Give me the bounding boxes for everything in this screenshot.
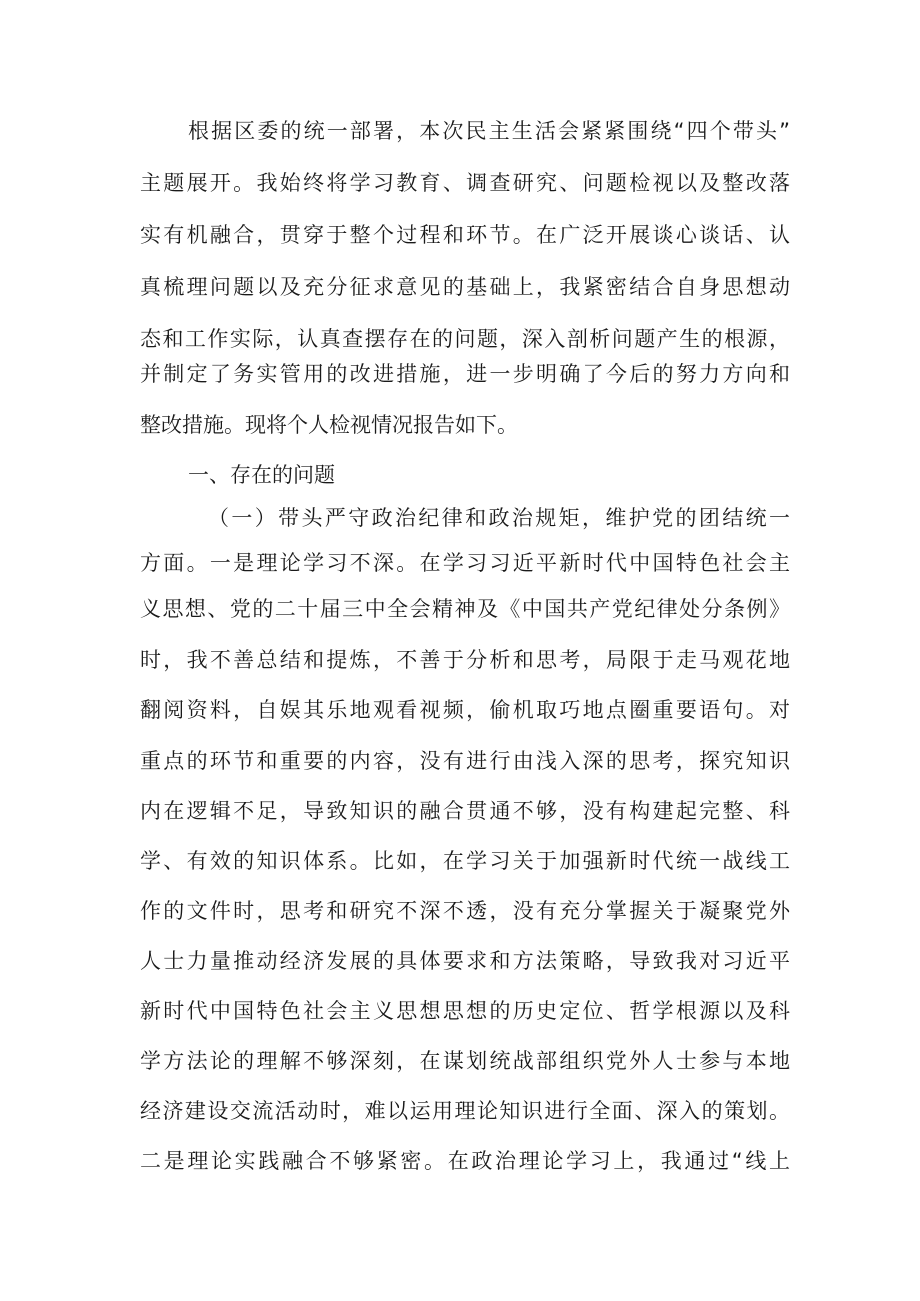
intro-line-1: 根据区委的统一部署，本次民主生活会紧紧围绕“四个带头” [188, 119, 790, 143]
body-line-10: 人士力量推动经济发展的具体要求和方法策略，导致我对习近平 [140, 949, 790, 973]
intro-line-6: 并制定了务实管用的改进措施，进一步明确了今后的努力方向和 [140, 362, 790, 386]
body-line-4: 时，我不善总结和提炼，不善于分析和思考，局限于走马观花地 [140, 648, 790, 672]
body-line-12: 学方法论的理解不够深刻，在谋划统战部组织党外人士参与本地 [140, 1049, 790, 1073]
intro-line-4: 真梳理问题以及充分征求意见的基础上，我紧密结合自身思想动 [140, 275, 790, 299]
body-line-1: （一）带头严守政治纪律和政治规矩，维护党的团结统一 [208, 506, 790, 530]
body-line-8: 学、有效的知识体系。比如，在学习关于加强新时代统一战线工 [140, 849, 790, 873]
section-heading: 一、存在的问题 [188, 463, 335, 487]
body-line-5: 翻阅资料，自娱其乐地观看视频，偷机取巧地点圈重要语句。对 [140, 698, 790, 722]
body-line-3: 义思想、党的二十届三中全会精神及《中国共产党纪律处分条例》 [140, 597, 790, 621]
intro-line-3: 实有机融合，贯穿于整个过程和环节。在广泛开展谈心谈话、认 [140, 223, 790, 247]
intro-line-5: 态和工作实际，认真查摆存在的问题，深入剖析问题产生的根源， [140, 327, 790, 351]
body-line-9: 作的文件时，思考和研究不深不透，没有充分掌握关于凝聚党外 [140, 899, 790, 923]
body-line-6: 重点的环节和重要的内容，没有进行由浅入深的思考，探究知识 [140, 749, 790, 773]
intro-line-7: 整改措施。现将个人检视情况报告如下。 [140, 413, 518, 437]
body-line-11: 新时代中国特色社会主义思想思想的历史定位、哲学根源以及科 [140, 999, 790, 1023]
body-line-13: 经济建设交流活动时，难以运用理论知识进行全面、深入的策划。 [140, 1099, 790, 1123]
intro-line-2: 主题展开。我始终将学习教育、调查研究、问题检视以及整改落 [140, 171, 790, 195]
body-line-2: 方面。一是理论学习不深。在学习习近平新时代中国特色社会主 [140, 551, 790, 575]
body-line-7: 内在逻辑不足，导致知识的融合贯通不够，没有构建起完整、科 [140, 799, 790, 823]
body-line-14: 二是理论实践融合不够紧密。在政治理论学习上，我通过“线上 [140, 1149, 790, 1173]
